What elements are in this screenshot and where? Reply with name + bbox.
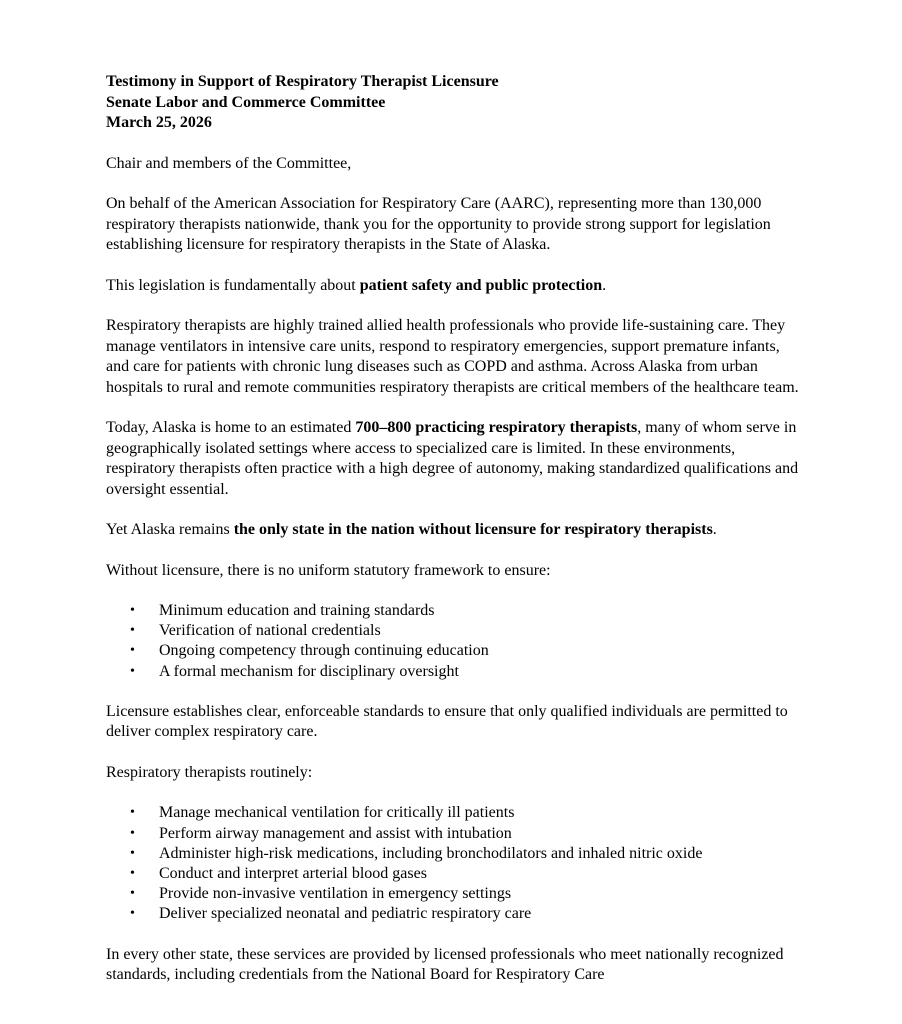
paragraph-text: . <box>602 276 607 294</box>
list-item <box>106 621 806 641</box>
paragraph-text: Yet Alaska remains <box>106 521 234 538</box>
list-item-text: Deliver specialized neonatal and pediatric respiratory care <box>159 905 532 923</box>
list-item <box>106 884 806 904</box>
list-item-text: Administer high-risk medications, including bronchodilators and inhaled nitric oxide <box>159 844 703 862</box>
paragraph-framework-intro: Without licensure, there is no uniform statutory framework to ensure: <box>106 561 551 579</box>
list-item <box>106 662 806 682</box>
list-item-text: Ongoing competency through continuing education <box>159 642 489 660</box>
paragraph-only-state <box>106 520 806 541</box>
list-item-text: Provide non-invasive ventilation in emergency settings <box>159 885 512 903</box>
list-item-text: A formal mechanism for disciplinary oversight <box>159 662 459 680</box>
paragraph-other-states: In every other state, these services are provided by licensed professionals who meet nationally recognized standards, including credentials from the National Board for Respiratory Care <box>106 945 784 984</box>
list-item-text: Minimum education and training standards <box>159 602 435 619</box>
list-item-text: Manage mechanical ventilation for critically ill patients <box>159 804 515 822</box>
bullet-icon: • <box>130 886 135 902</box>
paragraph-intro: On behalf of the American Association for Respiratory Care (AARC), representing more than 130,000 respiratory therapists nationwide, thank you for the opportunity to provide strong support for legislation establishing licensure for respiratory therapists in the State of Alaska. <box>106 195 771 253</box>
list-item <box>106 824 806 844</box>
paragraph-duties-intro: Respiratory therapists routinely: <box>106 763 313 781</box>
emphasis-text: the only state in the nation without licensure for respiratory therapists <box>233 521 713 538</box>
salutation: Chair and members of the Committee, <box>106 154 352 172</box>
bullet-icon: • <box>130 623 135 639</box>
bullet-icon: • <box>130 805 135 821</box>
bullet-icon: • <box>130 603 135 618</box>
bullet-icon: • <box>130 865 135 881</box>
list-item <box>106 864 806 884</box>
bullet-icon: • <box>130 825 135 841</box>
bullet-icon: • <box>130 906 135 922</box>
duties-list <box>106 803 806 924</box>
paragraph-text: . <box>712 521 717 538</box>
list-item-text: Verification of national credentials <box>159 622 381 640</box>
paragraph-purpose <box>106 276 806 297</box>
list-item <box>106 803 806 823</box>
list-item-text: Conduct and interpret arterial blood gases <box>159 864 427 882</box>
committee-name: Senate Labor and Commerce Committee <box>106 93 386 111</box>
paragraph-text: This legislation is fundamentally about <box>106 276 360 294</box>
paragraph-text: , many of whom serve in geographically isolated settings where access to specialized care is limited. In these environments, respiratory therapists often practice with a high degree of autonomy, making standardized qualifications and oversight essential. <box>106 419 799 498</box>
paragraph-licensure-standards: Licensure establishes clear, enforceable standards to ensure that only qualified individuals are permitted to deliver complex respiratory care. <box>106 702 788 741</box>
list-item <box>106 641 806 661</box>
hearing-date: March 25, 2026 <box>106 114 212 131</box>
list-item-text: Perform airway management and assist with intubation <box>159 824 512 842</box>
bullet-icon: • <box>130 845 135 861</box>
document-page <box>106 72 806 1006</box>
paragraph-role-description: Respiratory therapists are highly trained allied health professionals who provide life-sustaining care. They manage ventilators in intensive care units, respond to respiratory emergencies, support premature infants, and care for patients with chronic lung diseases such as COPD and asthma. Across Alaska from urban hospitals to rural and remote communities respiratory therapists are critical members of the healthcare team. <box>106 317 799 396</box>
document-header <box>106 72 806 134</box>
document-title: Testimony in Support of Respiratory Therapist Licensure <box>106 73 499 90</box>
framework-list <box>106 601 806 682</box>
paragraph-alaska-workforce <box>106 418 806 500</box>
list-item <box>106 844 806 864</box>
list-item <box>106 904 806 924</box>
emphasis-text: patient safety and public protection <box>359 276 603 294</box>
bullet-icon: • <box>130 643 135 659</box>
list-item <box>106 601 806 621</box>
paragraph-text: Today, Alaska is home to an estimated <box>106 419 356 436</box>
bullet-icon: • <box>130 663 135 679</box>
emphasis-text: 700–800 practicing respiratory therapists <box>355 419 638 436</box>
